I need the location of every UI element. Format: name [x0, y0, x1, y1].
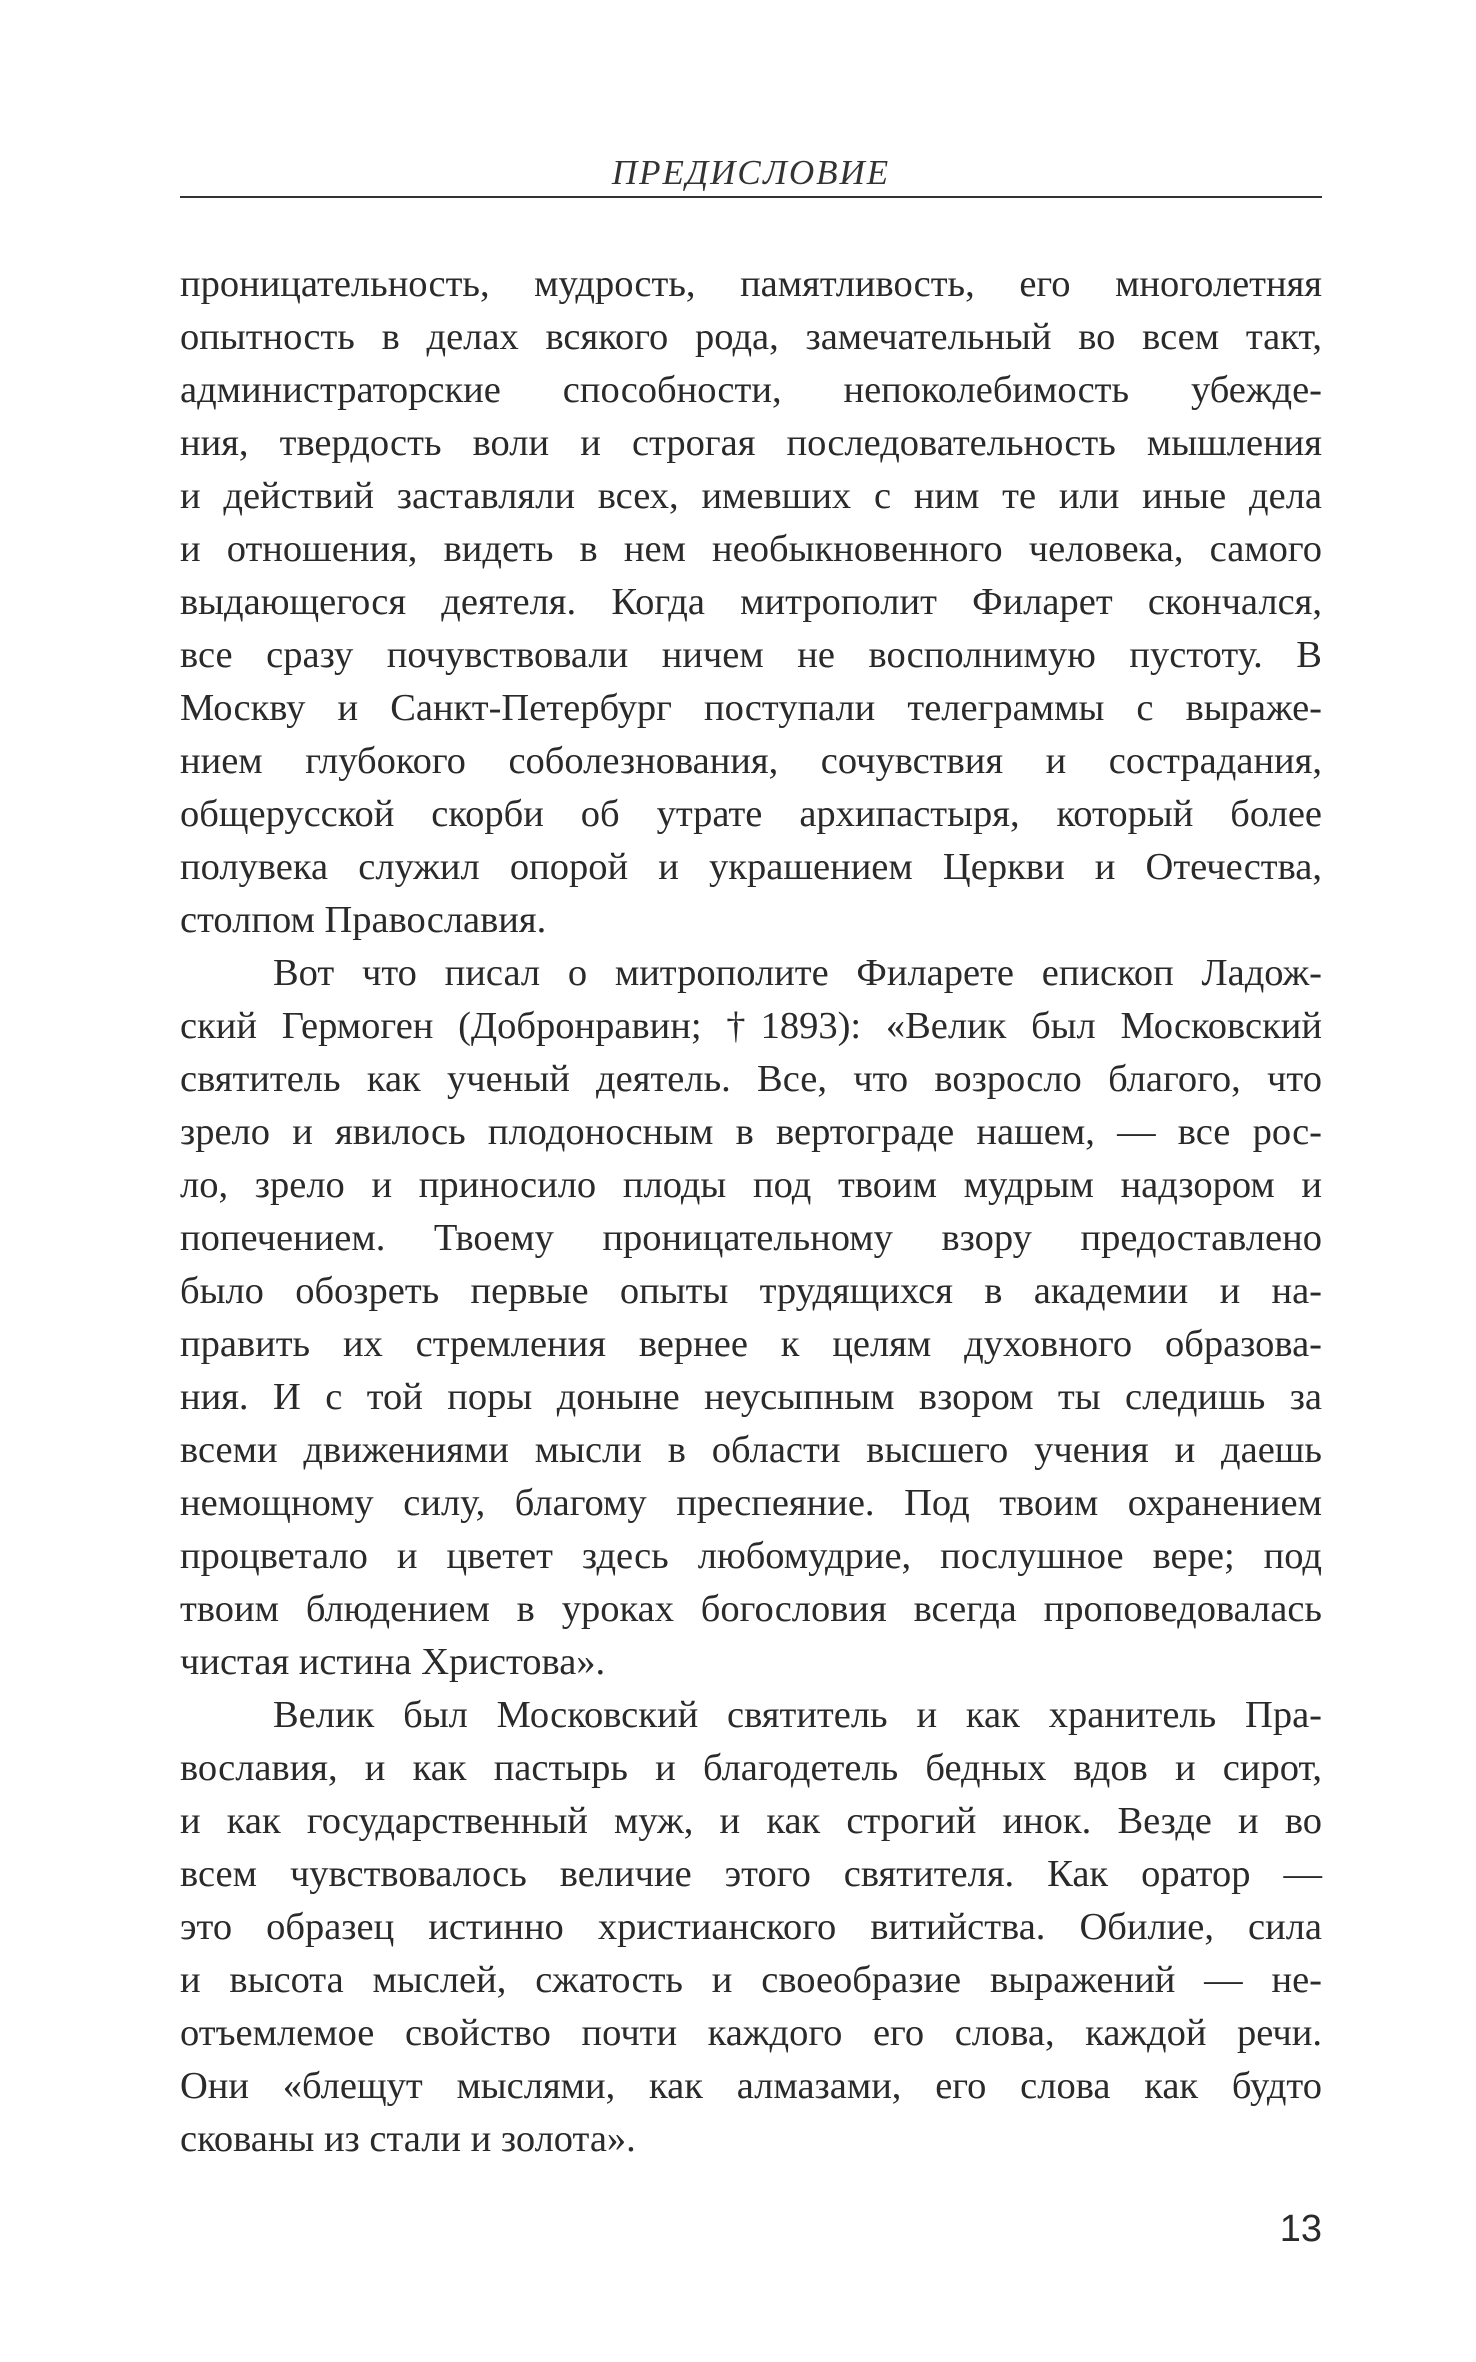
text-line: все сразу почувствовали ничем не восполнимую пустоту. В	[180, 634, 1322, 676]
text-line: отъемлемое свойство почти каждого его слова, каждой речи.	[180, 2012, 1322, 2054]
text-line: ния, твердость воли и строгая последовательность мышления	[180, 422, 1322, 464]
text-line: было обозреть первые опыты трудящихся в академии и на-	[180, 1270, 1322, 1312]
text-line: всеми движениями мысли в области высшего учения и даешь	[180, 1429, 1322, 1471]
text-line: Вот что писал о митрополите Филарете епископ Ладож-	[273, 952, 1322, 994]
text-line: вославия, и как пастырь и благодетель бедных вдов и сирот,	[180, 1747, 1322, 1789]
running-title: ПРЕДИСЛОВИЕ	[611, 153, 891, 192]
text-line: администраторские способности, непоколебимость убежде-	[180, 369, 1322, 411]
paragraph-3	[180, 1689, 1322, 2166]
text-line: святитель как ученый деятель. Все, что возросло благого, что	[180, 1058, 1322, 1100]
text-line: Они «блещут мыслями, как алмазами, его слова как будто	[180, 2065, 1322, 2107]
text-line: и высота мыслей, сжатость и своеобразие выражений — не-	[180, 1959, 1322, 2001]
text-line: немощному силу, благому преспеяние. Под твоим охранением	[180, 1482, 1322, 1524]
paragraph-2	[180, 947, 1322, 1689]
text-line: и как государственный муж, и как строгий инок. Везде и во	[180, 1800, 1322, 1842]
text-line: опытность в делах всякого рода, замечательный во всем такт,	[180, 316, 1322, 358]
text-line: скованы из стали и золота».	[180, 2118, 636, 2160]
page-number: 13	[1279, 2208, 1322, 2250]
text-line: процветало и цветет здесь любомудрие, послушное вере; под	[180, 1535, 1322, 1577]
body-text	[180, 258, 1322, 2166]
text-line: ния. И с той поры доныне неусыпным взором ты следишь за	[180, 1376, 1322, 1418]
text-line: зрело и явилось плодоносным в вертограде нашем, — все рос-	[180, 1111, 1322, 1153]
text-line: и отношения, видеть в нем необыкновенного человека, самого	[180, 528, 1322, 570]
text-line: общерусской скорби об утрате архипастыря, который более	[180, 793, 1322, 835]
text-line: это образец истинно христианского витийства. Обилие, сила	[180, 1906, 1322, 1948]
text-line: Москву и Санкт-Петербург поступали телеграммы с выраже-	[180, 687, 1322, 729]
text-line: править их стремления вернее к целям духовного образова-	[180, 1323, 1322, 1365]
text-line: ло, зрело и приносило плоды под твоим мудрым надзором и	[180, 1164, 1322, 1206]
text-line: Велик был Московский святитель и как хранитель Пра-	[273, 1694, 1322, 1736]
paragraph-1	[180, 258, 1322, 947]
text-line: ский Гермоген (Добронравин; †1893): «Велик был Московский	[180, 1005, 1322, 1047]
text-line: столпом Православия.	[180, 899, 547, 941]
text-line: и действий заставляли всех, имевших с ним те или иные дела	[180, 475, 1322, 517]
text-line: чистая истина Христова».	[180, 1641, 606, 1683]
text-line: нием глубокого соболезнования, сочувствия и сострадания,	[180, 740, 1322, 782]
text-line: полувека служил опорой и украшением Церкви и Отечества,	[180, 846, 1322, 888]
text-line: всем чувствовалось величие этого святителя. Как оратор —	[180, 1853, 1322, 1895]
text-line: твоим блюдением в уроках богословия всегда проповедовалась	[180, 1588, 1322, 1630]
text-line: попечением. Твоему проницательному взору предоставлено	[180, 1217, 1322, 1259]
header-rule	[180, 196, 1322, 198]
text-line: проницательность, мудрость, памятливость, его многолетняя	[180, 263, 1322, 305]
text-line: выдающегося деятеля. Когда митрополит Филарет скончался,	[180, 581, 1322, 623]
